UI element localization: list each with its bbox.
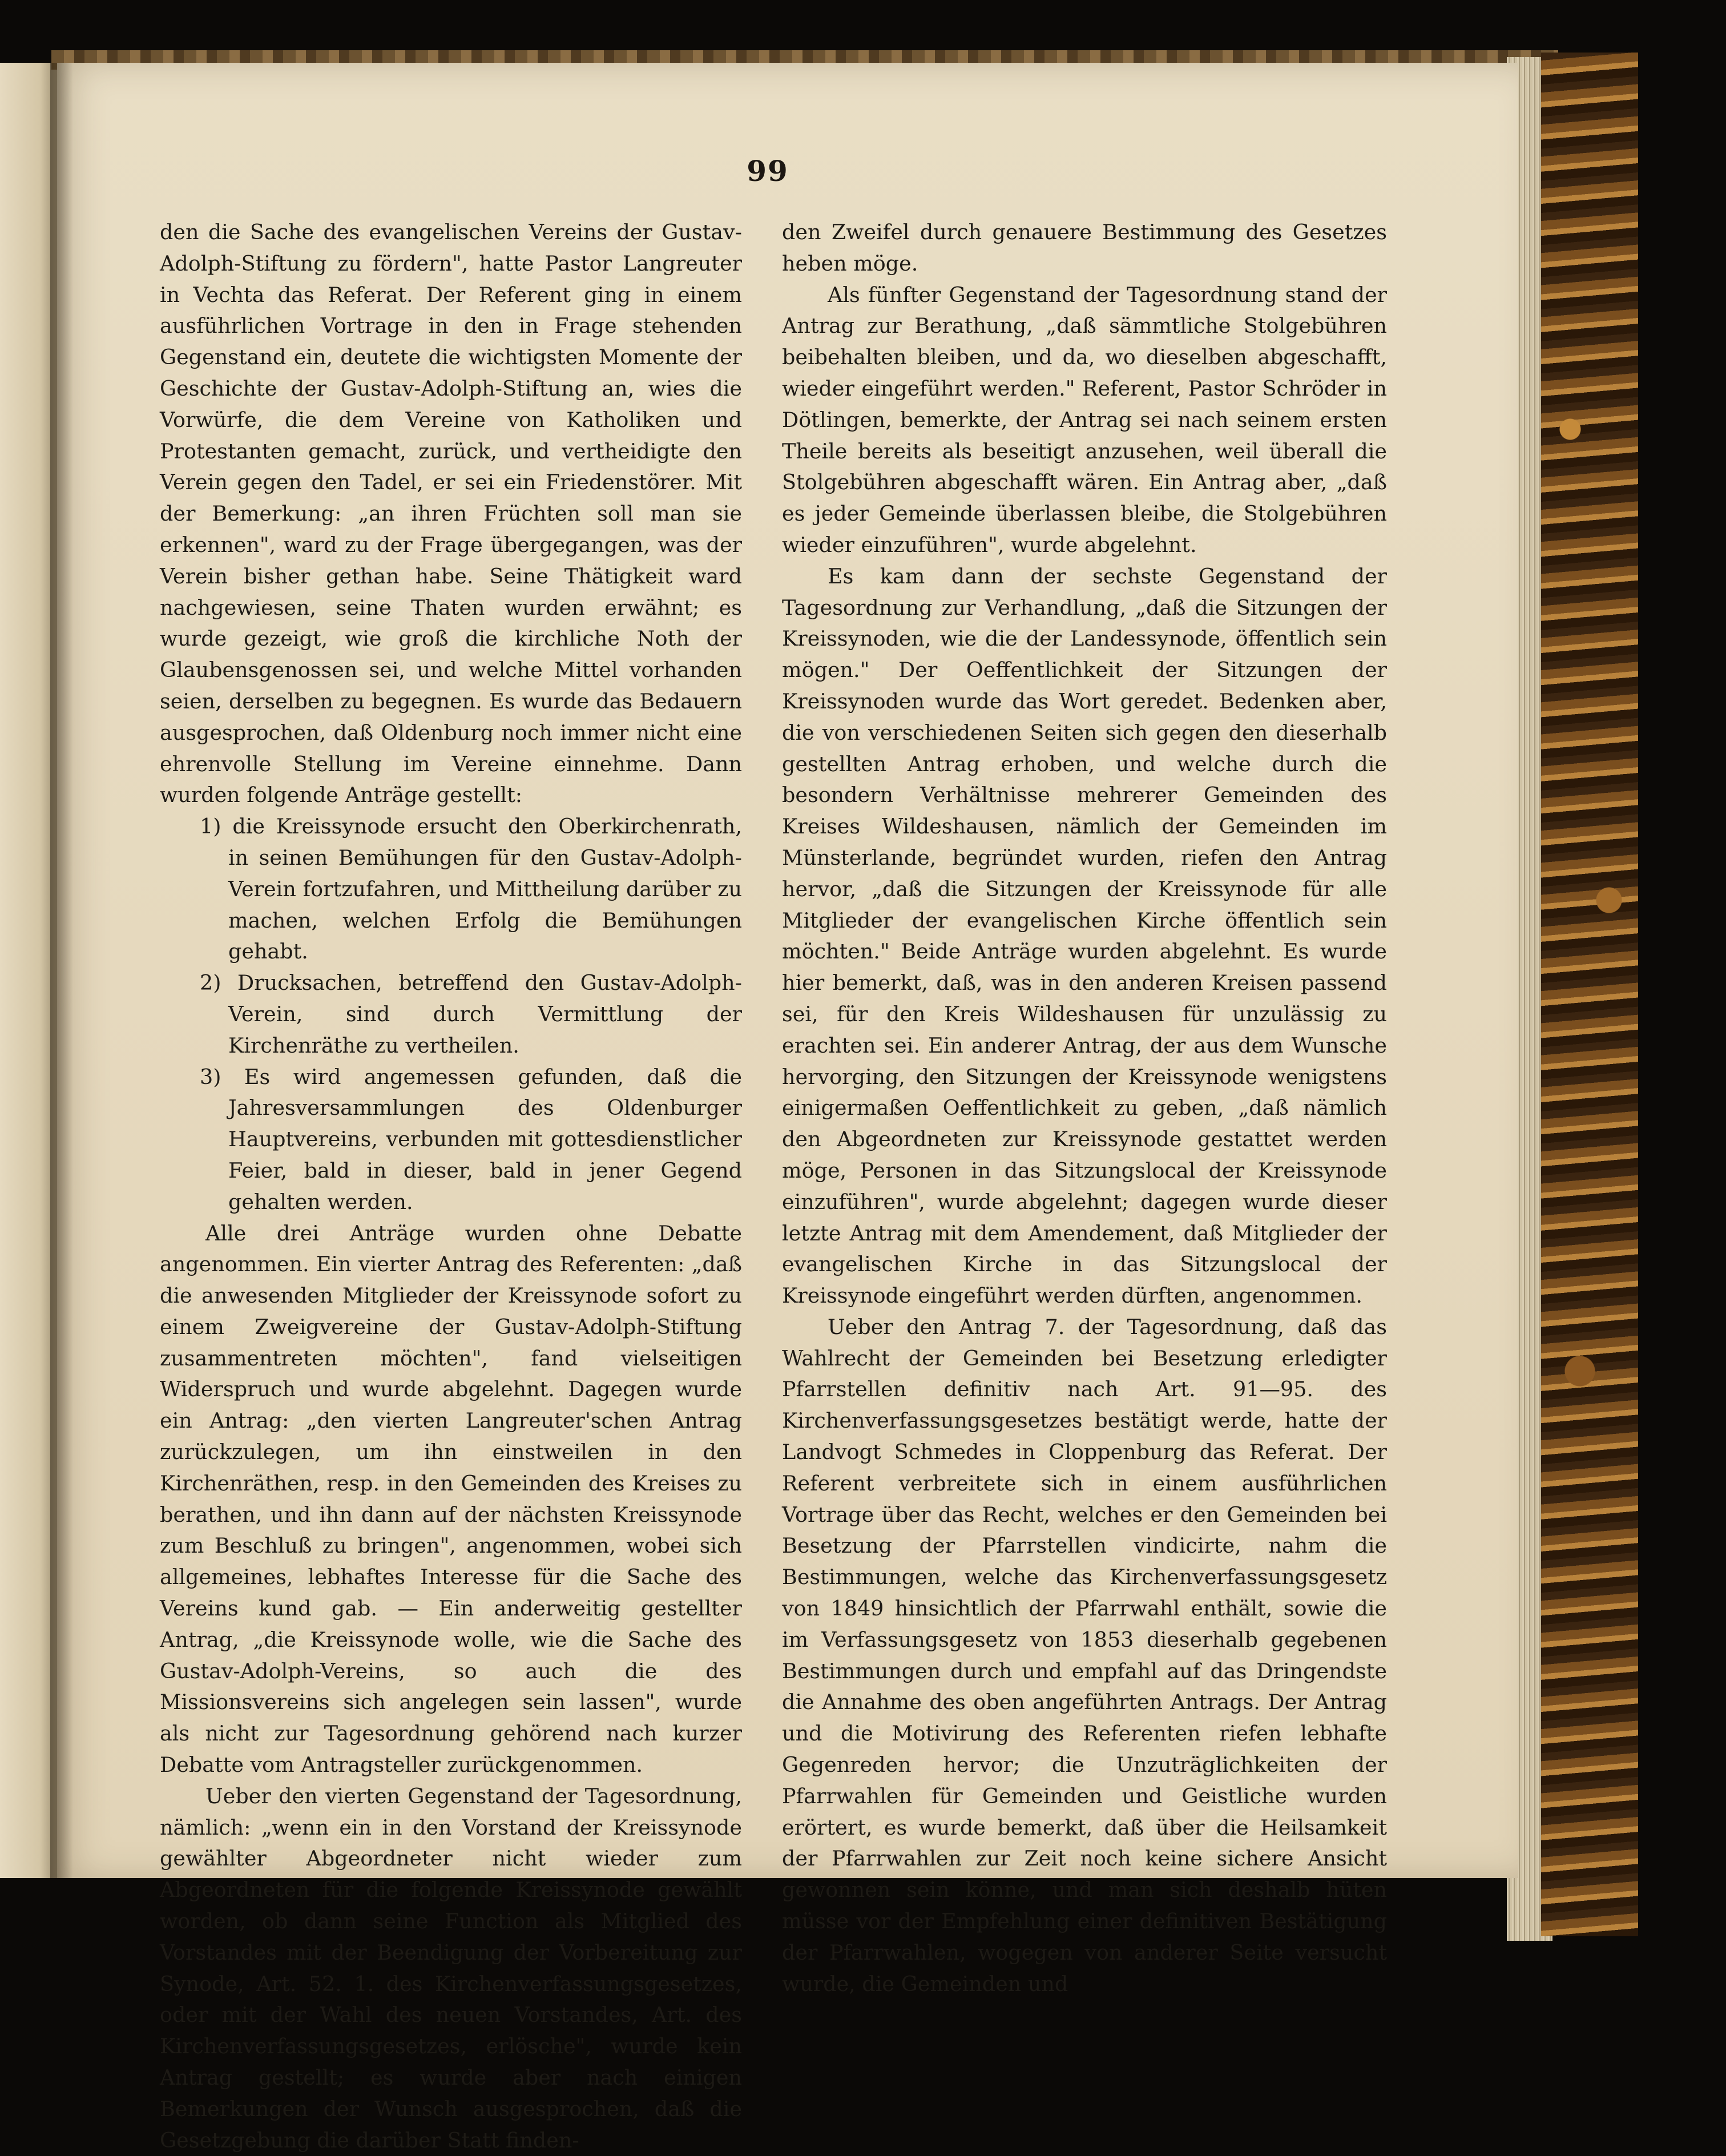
left-column bbox=[160, 217, 742, 2156]
paragraph: den Zweifel durch genauere Bestimmung des Gesetzes heben möge. bbox=[782, 220, 1387, 276]
paragraph: Alle drei Anträge wurden ohne Debatte angenommen. Ein vierter Antrag des Referenten: „daß die anwesenden Mitglieder der Kreissynode sofort zu einem Zweigvereine der Gustav-Adolph-Stiftung zusammentreten möchten", fand vielseitigen Widerspruch und wurde abgelehnt. Dagegen wurde ein Antrag: „den vierten Langreuter'schen Antrag zurückzulegen, um ihn einstweilen in den Kirchenräthen, resp. in den Gemeinden des Kreises zu berathen, und ihn dann auf der nächsten Kreissynode zum Beschluß zu bringen", angenommen, wobei sich allgemeines, lebhaftes Interesse für die Sache des Vereins kund gab. — Ein anderweitig gestellter Antrag, „die Kreissynode wolle, wie die Sache des Gustav-Adolph-Vereins, so auch die des Missionsvereins sich angelegen sein lassen", wurde als nicht zur Tagesordnung gehörend nach kurzer Debatte vom Antragsteller zurückgenommen. bbox=[160, 1220, 742, 1778]
paragraph: Es kam dann der sechste Gegenstand der Tagesordnung zur Verhandlung, „daß die Sitzungen der Kreissynoden, wie die der Landessynode, öffentlich sein mögen." Der Oeffentlichkeit der Sitzungen der Kreissynoden wurde das Wort geredet. Bedenken aber, die von verschiedenen Seiten sich gegen den dieserhalb gestellten Antrag erhoben, und welche durch die besondern Verhältnisse mehrerer Gemeinden des Kreises Wildeshausen, nämlich der Gemeinden im Münsterlande, begründet wurden, riefen den Antrag hervor, „daß die Sitzungen der Kreissynode für alle Mitglieder der evangelischen Kirche öffentlich sein möchten." Beide Anträge wurden abgelehnt. Es wurde hier bemerkt, daß, was in den anderen Kreisen passend sei, für den Kreis Wildeshausen für unzulässig zu erachten sei. Ein anderer Antrag, der aus dem Wunsche hervorging, den Sitzungen der Kreissynode wenigstens einigermaßen Oeffentlichkeit zu geben, „daß nämlich den Abgeordneten zur Kreissynode gestattet werden möge, Personen in das Sitzungslocal der Kreissynode einzuführen", wurde abgelehnt; dagegen wurde dieser letzte Antrag mit dem Amendement, daß Mitglieder der evangelischen Kirche in das Sitzungslocal der Kreissynode eingeführt werden dürften, angenommen. bbox=[782, 563, 1387, 1308]
list-item: 1) die Kreissynode ersucht den Oberkirchenrath, in seinen Bemühungen für den Gustav-Adolph-Verein fortzufahren, und Mittheilung darüber zu machen, welchen Erfolg die Bemühungen gehabt. bbox=[200, 814, 742, 964]
page-number: 99 bbox=[747, 154, 789, 188]
paragraph: Ueber den vierten Gegenstand der Tagesordnung, nämlich: „wenn ein in den Vorstand der Kreissynode gewählter Abgeordneter nicht wieder zum Abgeordneten für die folgende Kreissynode gewählt worden, ob dann seine Function als Mitglied des Vorstandes mit der Beendigung der Vorbereitung zur Synode, Art. 52. 1. des Kirchenverfassungsgesetzes, oder mit der Wahl des neuen Vorstandes, Art. des Kirchenverfassungsgesetzes, erlösche", wurde kein Antrag gestellt; es wurde aber nach einigen Bemerkungen der Wunsch ausgesprochen, daß die Gesetzgebung die darüber Statt finden- bbox=[160, 1783, 742, 2153]
spine-shadow bbox=[50, 63, 73, 1878]
paragraph: Ueber den Antrag 7. der Tagesordnung, daß das Wahlrecht der Gemeinden bei Besetzung erledigter Pfarrstellen definitiv nach Art. 91—95. des Kirchenverfassungsgesetzes bestätigt werde, hatte der Landvogt Schmedes in Cloppenburg das Referat. Der Referent verbreitete sich in einem ausführlichen Vortrage über das Recht, welches er den Gemeinden bei Besetzung der Pfarrstellen vindicirte, nahm die Bestimmungen, welche das Kirchenverfassungsgesetz von 1849 hinsichtlich der Pfarrwahl enthält, sowie die im Verfassungsgesetz von 1853 dieserhalb gegebenen Bestimmungen durch und empfahl auf das Dringendste die Annahme des oben angeführten Antrags. Der Antrag und die Motivirung des Referenten riefen lebhafte Gegenreden hervor; die Unzuträglichkeiten der Pfarrwahlen für Gemeinden und Geistliche wurden erörtert, es wurde bemerkt, daß über die Heilsamkeit der Pfarrwahlen zur Zeit noch keine sichere Ansicht gewonnen sein könne, und man sich deshalb hüten müsse vor der Empfehlung einer definitiven Bestätigung der Pfarrwahlen, wogegen von anderer Seite versucht wurde, die Gemeinden und bbox=[782, 1314, 1387, 1996]
paragraph: den die Sache des evangelischen Vereins der Gustav-Adolph-Stiftung zu fördern", hatte Pastor Langreuter in Vechta das Referat. Der Referent ging in einem ausführlichen Vortrage in den in Frage stehenden Gegenstand ein, deutete die wichtigsten Momente der Geschichte der Gustav-Adolph-Stiftung an, wies die Vorwürfe, die dem Vereine von Katholiken und Protestanten gemacht, zurück, und vertheidigte den Verein gegen den Tadel, er sei ein Friedenstörer. Mit der Bemerkung: „an ihren Früchten soll man sie erkennen", ward zu der Frage übergegangen, was der Verein bisher gethan habe. Seine Thätigkeit ward nachgewiesen, seine Thaten wurden erwähnt; es wurde gezeigt, wie groß die kirchliche Noth der Glaubensgenossen sei, und welche Mittel vorhanden seien, derselben zu begegnen. Es wurde das Bedauern ausgesprochen, daß Oldenburg noch immer nicht eine ehrenvolle Stellung im Vereine einnehme. Dann wurden folgende Anträge gestellt: bbox=[160, 220, 742, 808]
previous-page-edge bbox=[0, 63, 57, 1878]
marbled-cover-edge bbox=[1541, 53, 1638, 1936]
list-item: 2) Drucksachen, betreffend den Gustav-Adolph-Verein, sind durch Vermittlung der Kirchenräthe zu vertheilen. bbox=[200, 970, 742, 1058]
list-item: 3) Es wird angemessen gefunden, daß die Jahresversammlungen des Oldenburger Hauptvereins, verbunden mit gottesdienstlicher Feier, bald in dieser, bald in jener Gegend gehalten werden. bbox=[200, 1064, 742, 1214]
paragraph: Als fünfter Gegenstand der Tagesordnung stand der Antrag zur Berathung, „daß sämmtliche Stolgebühren beibehalten bleiben, und da, wo dieselben abgeschafft, wieder eingeführt werden." Referent, Pastor Schröder in Dötlingen, bemerkte, der Antrag sei nach seinem ersten Theile bereits als beseitigt anzusehen, weil überall die Stolgebühren abgeschafft wären. Ein Antrag aber, „daß es jeder Gemeinde überlassen bleibe, die Stolgebühren wieder einzuführen", wurde abgelehnt. bbox=[782, 282, 1387, 557]
right-column bbox=[782, 217, 1387, 2000]
